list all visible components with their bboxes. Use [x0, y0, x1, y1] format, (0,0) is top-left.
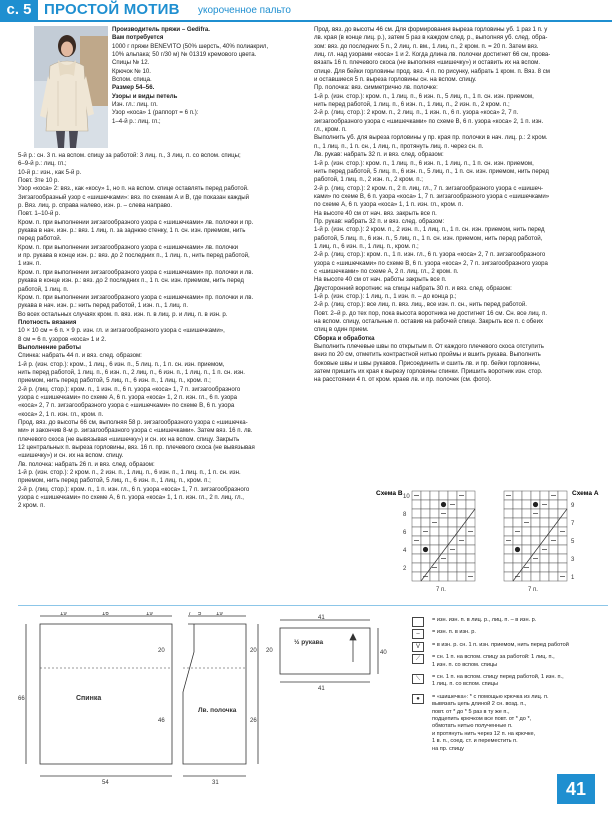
chart-cell [466, 563, 475, 572]
instruction-line: 2-й р. (лиц. стор.): 2 кром. п., 2 п. лиц. гл., 7 п. зигзагообразного узора с «шишеч- [314, 184, 544, 192]
instruction-line: 1-й р. (изн. стор.): кром. п., 1 лиц. п., 6 изн. п., 1 лиц. п., 1 п. сн. изн. приемом, [314, 159, 534, 167]
instruction-line: 10 × 10 см = 6 п. × 9 р. изн. гл. и зигзагообразного узора с «шишечками», [18, 327, 225, 335]
instruction-line: На высоте 40 см от нач. вяз. закрыть все п. [314, 209, 437, 217]
chart-cell [421, 518, 430, 527]
instruction-line: 10-й р.: изн., как 5-й р. [18, 168, 82, 176]
chart-cell [439, 572, 448, 581]
instruction-line: спице. Для бейки горловины прод. вяз. 4 п. по рисунку, набрать 1 кром. п. Вяз. 8 см [314, 67, 550, 75]
legend-text: = сн. 1 п. на вспом. спицу перед работой, 1 изн. п., [432, 674, 564, 681]
back-piece [40, 624, 172, 764]
instruction-line: лиц. гл. над узорами «коса» 1 и 2. Когда длина лв. полочки достигнет 66 см, прова- [314, 51, 551, 59]
chart-cell [466, 536, 475, 545]
sleeve-label: ½ рукава [294, 639, 324, 646]
article-subtitle: укороченное пальто [198, 5, 291, 16]
chart-cell [504, 563, 513, 572]
instruction-line: ми» и закончив 8-м р. зигзагообразного узора с «шишечками». Затем вяз. 16 п. лв. [18, 427, 253, 435]
chart-cell [504, 518, 513, 527]
legend-text: 1 изн. п. со вспом. спицы [432, 661, 498, 668]
back-armhole-dim: 20 [158, 648, 165, 654]
instruction-line: работой, 1 лиц. п., 2 изн. п., 2 кром. п.; [314, 176, 423, 184]
header-rule [0, 20, 612, 22]
chart-cell [430, 536, 439, 545]
legend-item [412, 642, 608, 649]
bobble-symbol [423, 547, 428, 552]
chart-cell [513, 500, 522, 509]
instruction-line: вязать 16 п. плечевого скоса (не выполняя «шишечку») и оставить их на вспом. [314, 59, 541, 67]
chart-cell [522, 509, 531, 518]
chart-width-label: 7 п. [436, 587, 446, 593]
instruction-line: с «шишечками» по схеме А, 2 п. лиц. гл., 2 кром. п. [314, 267, 459, 275]
instruction-line: Плотность вязания [18, 318, 77, 326]
legend-symbol-icon: V [412, 642, 424, 652]
garment-pattern [18, 612, 404, 802]
legend-text: = изн. п. в изн. р. [432, 629, 476, 636]
legend-text: = сн. 1 п. на вспом. спицу за работой: 1 лиц. п., [432, 654, 555, 661]
chart-cell [522, 500, 531, 509]
chart-cell [421, 554, 430, 563]
chart-cell [513, 518, 522, 527]
chart-cell [504, 545, 513, 554]
instruction-line: приемом, нить перед работой, 5 лиц. п., 6 изн. п., 1 лиц. п., кром. п.; [18, 377, 211, 385]
symbol-legend [412, 617, 608, 758]
materials-line: Вспом. спица. [112, 76, 152, 84]
materials-line: Изн. гл.: лиц. гл. [112, 101, 158, 109]
chart-cell [439, 491, 448, 500]
legend-item [412, 629, 608, 636]
chart-cell [448, 518, 457, 527]
chart-cell [549, 554, 558, 563]
row-number: 5 [571, 539, 575, 545]
back-dim-1: 19 [60, 612, 67, 617]
row-number: 3 [571, 557, 575, 563]
instruction-line: зигзагообразного узора с «шишечками» по схеме В, 6 п. узора «коса» 2, 1 п. изн. [314, 117, 544, 125]
legend-text: подцепить крючком все повт. от * до *, [432, 716, 532, 723]
chart-cell [421, 536, 430, 545]
row-number: 8 [403, 512, 407, 518]
chart-cell [531, 572, 540, 581]
instruction-line: 8 см = 6 п. узоров «коса» 1 и 2. [18, 335, 107, 343]
legend-symbol-icon [412, 617, 424, 627]
chart-cell [412, 554, 421, 563]
instruction-line: Во всех остальных случаях кром. п. вяз. изн. п. в лиц. р. и лиц. п. в изн. р. [18, 310, 228, 318]
instruction-line: Повт. 1–10-й р. [18, 210, 61, 218]
chart-cell [412, 500, 421, 509]
legend-text: и протянуть нить через 12 п. на крючке, [432, 730, 536, 737]
bobble-symbol [533, 502, 538, 507]
schema-a-label: Схема А [572, 490, 599, 497]
legend-item [412, 674, 608, 689]
instruction-line: рукава в нач. изн. р.: нить перед работой, 1 изн. п., 1 лиц. п. [18, 302, 189, 310]
legend-symbol-icon: – [412, 629, 424, 639]
back-dim-2: 16 [102, 612, 109, 617]
chart-cell [522, 545, 531, 554]
instruction-line: 5-й р.: сн. 3 п. на вспом. спицу за работой: 3 лиц. п., 3 лиц. п. со вспом. спицы; [18, 152, 241, 159]
front-dim-1: 7 [188, 612, 192, 617]
row-number: 9 [571, 503, 575, 509]
instruction-line: на вспом. спицу, остальные п. оставив на рабочей спице. Закрыть все п. с обеих [314, 318, 544, 326]
page-badge: с. 5 [0, 0, 38, 20]
chart-cell [457, 554, 466, 563]
chart-cell [549, 509, 558, 518]
instruction-line: На высоте 40 см от нач. работы закрыть все п. [314, 276, 447, 284]
chart-cell [531, 491, 540, 500]
chart-cell [504, 554, 513, 563]
legend-text: на пр. спицу [432, 745, 464, 752]
chart-cell [522, 536, 531, 545]
chart-cell [540, 563, 549, 572]
instruction-line: 1-й р. (изн. стор.): кром. п., 1 лиц. п., 6 изн. п., 5 лиц. п., 1 п. сн. изн. приемом, [314, 92, 534, 100]
materials-section [112, 26, 302, 126]
instruction-line: Зигзагообразный узор с «шишечками»: вяз. по схемам А и В, где показан каждый [18, 193, 250, 201]
chart-cell [540, 572, 549, 581]
schema-a-grid [504, 491, 575, 593]
row-number: 4 [403, 548, 407, 554]
schema-b-grid [403, 491, 475, 593]
materials-line: Производитель пряжи – Gedifra. [112, 26, 210, 33]
instruction-line: «шишечку») и сн. их на вспом. спицу. [18, 452, 124, 460]
instruction-line: 2-й р. (лиц. стор.): кром. п., 1 п. изн. гл., 6 п. узора «коса» 1, 7 п. зигзагообразного [18, 485, 250, 493]
chart-cell [549, 545, 558, 554]
instruction-line: 2-й р. (лиц. стор.): все лиц. п. вяз. лиц., все изн. п. сн., нить перед работой. [314, 301, 527, 309]
instruction-line: 6–9-й р.: лиц. гл.; [18, 160, 67, 168]
chart-cell [430, 491, 439, 500]
chart-cell [448, 554, 457, 563]
chart-cell [430, 500, 439, 509]
instruction-line: 1 изн. п. [18, 260, 42, 268]
instruction-line: Кром. п. при выполнении зигзагообразного узора с «шишечками» пр. полочки и лв. [18, 293, 254, 301]
chart-cell [448, 509, 457, 518]
chart-cell [439, 536, 448, 545]
bobble-symbol [515, 547, 520, 552]
chart-cell [558, 491, 567, 500]
instruction-line: Кром. п. при выполнении зигзагообразного узора с «шишечками» пр. полочки и лв. [18, 268, 254, 276]
chart-cell [531, 518, 540, 527]
chart-cell [439, 527, 448, 536]
instruction-line: работой, 1 лиц. п. [18, 285, 69, 293]
legend-text: 1 лиц. п. со вспом. спицы [432, 681, 499, 688]
instruction-line: 1-й р. (изн. стор.): 1 лиц. п., 1 изн. п. – до конца р.; [314, 293, 457, 300]
back-dim-3: 19 [146, 612, 153, 617]
instruction-line: 2-й р. (лиц. стор.): кром. п., 1 изн. п., 6 п. узора «коса» 1, 7 п. зигзагообразного [18, 385, 241, 393]
instruction-line: 2 кром. п. [18, 502, 46, 510]
chart-cell [558, 500, 567, 509]
legend-text: вывязать цепь длиной 2 сн. возд. п., [432, 701, 527, 708]
instruction-line: Повт. 3те 10 р. [18, 177, 60, 185]
legend-text: 1 в. п., соед. ст. и переместить п. [432, 738, 518, 745]
materials-line: 10% альпака; 50 г/30 м) № 01319 кремового цвета. [112, 51, 257, 59]
chart-cell [421, 500, 430, 509]
chart-cell [513, 536, 522, 545]
back-width: 54 [102, 780, 109, 786]
front-width: 31 [212, 780, 219, 786]
instruction-line: Пр. рукав: набрать 32 п. и вяз. след. образом: [314, 217, 445, 225]
chart-cell [412, 563, 421, 572]
materials-line: Вам потребуется [112, 34, 164, 42]
legend-item [412, 694, 608, 753]
instruction-line: спиц в один прием. [314, 326, 369, 334]
charts-area [376, 487, 608, 604]
instruction-line: нить перед работой, 1 лиц. п., 6 изн. п., 2 лиц. п., 6 изн. п., 1 лиц. п., 1 п. сн. изн. [18, 368, 245, 376]
schema-b-label: Схема В [376, 490, 403, 497]
chart-cell [531, 536, 540, 545]
bobble-symbol [441, 502, 446, 507]
sleeve-top: 41 [318, 615, 325, 621]
chart-cell [540, 509, 549, 518]
model-illustration [34, 26, 108, 148]
chart-cell [457, 572, 466, 581]
instruction-line: боковые швы и швы рукавов. Присоединить и сшить лв. и пр. бейки горловины, [314, 359, 541, 367]
page-number: 41 [557, 774, 595, 804]
chart-cell [448, 572, 457, 581]
instruction-line: «коса» 2, 7 п. зигзагообразного узора с «шишечками» по схеме В, 6 п. узора [18, 402, 235, 410]
article-title: ПРОСТОЙ МОТИВ [44, 1, 180, 18]
materials-line: 1–4-й р.: лиц. гл.; [112, 117, 161, 125]
instruction-line: Выполнение работы [18, 343, 81, 351]
chart-width-label: 7 п. [528, 587, 538, 593]
chart-cell [540, 554, 549, 563]
knitting-charts [376, 487, 608, 599]
instruction-line: нить перед работой, 1 лиц. п., 6 изн. п., 1 лиц. п., 2 изн. п., 2 кром. п.; [314, 101, 510, 109]
instruction-line: Повт. 2–й р. до тех пор, пока высота воротника не достигнет 16 см. Сн. все лиц. п. [314, 309, 548, 317]
front-dim-2: 5 [198, 612, 202, 617]
model-photo [34, 26, 108, 148]
chart-cell [439, 563, 448, 572]
chart-cell [513, 509, 522, 518]
chart-cell [457, 509, 466, 518]
materials-line: 1000 г пряжи BENEVITO (50% шерсть, 40% полиакрил, [112, 42, 269, 50]
chart-cell [558, 563, 567, 572]
instruction-line: и оставшиеся 5 п. выреза горловины сн. на вспом. спицу. [314, 76, 477, 84]
chart-cell [430, 545, 439, 554]
instruction-line: Лв. рукав: набрать 32 п. и вяз. след. образом: [314, 151, 444, 159]
chart-cell [504, 527, 513, 536]
chart-cell [540, 491, 549, 500]
chart-cell [522, 572, 531, 581]
materials-line: Узор «коса» 1 (раппорт = 6 п.): [112, 109, 199, 117]
instruction-line: узора с «шишечками» по схеме А, 6 п. узора «коса» 1, 1 п. изн. гл., 2 п. лиц. гл., [18, 494, 244, 502]
instruction-line: затем пришить их края к вырезу горловины спинки. Пришить воротник изн. стор. [314, 368, 543, 376]
chart-cell [466, 491, 475, 500]
back-label: Спинка [76, 695, 102, 702]
chart-cell [457, 500, 466, 509]
chart-cell [549, 563, 558, 572]
chart-cell [412, 545, 421, 554]
materials-line: Узоры и виды петель [112, 92, 178, 100]
instruction-line: нить перед работой, 5 лиц. п., 6 изн. п., 5 лиц. п., 1 п. сн. изн. приемом, нить перед [314, 167, 549, 175]
chart-cell [522, 491, 531, 500]
chart-cell [466, 500, 475, 509]
instruction-line: Двусторонний воротник: на спицы набрать 30 п. и вяз. след. образом: [314, 284, 512, 292]
chart-cell [558, 554, 567, 563]
instruction-line: плечевого скоса (не вывязывая «шишечку») и сн. их на вспом. спицу. Закрыть [18, 435, 240, 443]
materials-line: Спицы № 12. [112, 59, 150, 67]
row-number: 6 [403, 530, 407, 536]
front-label: Лв. полочка [198, 707, 237, 714]
legend-symbol-icon: ⟋ [412, 654, 424, 664]
front-dim-3: 19 [216, 612, 223, 617]
front-piece [183, 624, 246, 764]
materials-line: Крючок № 10. [112, 67, 151, 75]
chart-cell [421, 509, 430, 518]
legend-text: = в изн. р. сн. 1 п. изн. приемом, нить перед работой [432, 641, 569, 648]
instruction-line: Пр. полочка: вяз. симметрично лв. полочке: [314, 84, 438, 92]
back-lower-dim: 46 [158, 718, 165, 724]
chart-cell [504, 500, 513, 509]
instruction-line: рукава в конце изн. р.: вяз. до 2 последних п., 1 п. сн. изн. приемом, нить перед [18, 277, 244, 285]
instruction-line: 2-й р. (лиц. стор.): кром. п., 1 п. изн. гл., 6 п. узора «коса» 2, 7 п. зигзагообразного [314, 251, 546, 259]
chart-cell [531, 527, 540, 536]
chart-cell [457, 545, 466, 554]
instruction-line: 2-й р. (лиц. стор.): 2 кром. п., 2 лиц. п., 1 изн. п., 6 п. узора «коса» 2, 7 п. [314, 109, 519, 117]
row-number: 2 [403, 566, 407, 572]
instruction-line: по схеме А, 6 п. узора «коса» 1, 1 п. изн. гл., кром. п. [314, 201, 464, 209]
instruction-line: Прод. вяз. до высоты 66 см, выполняя 58 р. зигзагообразного узора с «шишечка- [18, 419, 248, 426]
chart-cell [513, 491, 522, 500]
materials-line: Размер 54–56. [112, 84, 155, 92]
chart-cell [412, 572, 421, 581]
instruction-line: Узор «коса» 2: вяз., как «косу» 1, но п. на вспом. спице оставлять перед работой. [18, 185, 249, 193]
instruction-line: узора с «шишечками» по схеме А, 6 п. узора «коса» 1, 2 п. изн. гл., 6 п. узора [18, 393, 238, 401]
instruction-line: узора с «шишечками» по схеме В, 6 п. узора «коса» 2, 7 п. зигзагообразного узора [314, 259, 548, 267]
instruction-line: Выполнить плечевые швы по открытым п. От каждого плечевого скоса отступить [314, 343, 544, 351]
sleeve-piece [280, 628, 370, 674]
instruction-line: ками» по схеме В, 6 п. узора «коса» 1, 7 п. зигзагообразного узора с «шишечками» [314, 192, 550, 200]
instruction-line: Сборка и обработка [314, 334, 375, 342]
instruction-line: 12 центральных п. выреза горловины, вяз. 16 п. пр. плечевого скоса (не вывязывая [18, 444, 255, 452]
pattern-diagram [18, 612, 404, 802]
sleeve-side-dim: 20 [266, 648, 273, 654]
chart-cell [466, 545, 475, 554]
instruction-line: гл., кром. п. [314, 126, 347, 134]
row-number: 7 [571, 521, 575, 527]
chart-cell [522, 527, 531, 536]
instruction-line: Спинка: набрать 44 п. и вяз. след. образом: [18, 352, 142, 360]
instruction-line: 1-й р. (изн. стор.): 2 кром. п., 2 изн. п., 1 лиц. п., 6 изн. п., 1 лиц. п., 1 п. сн. изн. [18, 469, 241, 477]
chart-cell [549, 500, 558, 509]
instruction-line: Кром. п. при выполнении зигзагообразного узора с «шишечками» лв. полочки и пр. [18, 218, 254, 226]
chart-cell [412, 509, 421, 518]
instruction-line: работой, 5 лиц. п., 6 изн. п., 5 лиц. п., 1 п. сн. изн. приемом, нить перед работой, [314, 234, 543, 242]
chart-cell [412, 518, 421, 527]
legend-item [412, 654, 608, 669]
chart-cell [430, 572, 439, 581]
instructions-right [314, 26, 606, 385]
legend-text: = изн. изн. п. в лиц. р., лиц. п. – в изн. р. [432, 617, 537, 623]
sleeve-bottom: 41 [318, 686, 325, 692]
instruction-line: зом: вяз. до последних 5 п., 2 лиц. п. вм., 1 лиц. п., 2 кром. п. = 20 п. Затем вяз. [314, 42, 539, 50]
instruction-line: р. Вяз. лиц. р. справа налево, изн. р. – слева направо. [18, 202, 173, 210]
chart-cell [412, 527, 421, 536]
front-lower-dim: 26 [250, 718, 257, 724]
instruction-line: приемом, нить перед работой, 5 лиц. п., 6 изн. п., 1 лиц. п., кром. п.; [18, 477, 211, 485]
chart-cell [430, 509, 439, 518]
instruction-line: 1-й р. (изн. стор.): кром., 1 лиц., 6 изн. п., 5 лиц. п., 1 п. сн. изн. приемом, [18, 360, 225, 368]
chart-cell [558, 545, 567, 554]
instruction-line: и пр. рукава в конце изн. р.: вяз. до 2 последних п., 1 лиц. п., нить перед работой, [18, 252, 250, 260]
chart-cell [430, 527, 439, 536]
legend-symbol-icon: ⟍ [412, 674, 424, 684]
chart-cell [513, 554, 522, 563]
chart-cell [457, 563, 466, 572]
legend-text: = «шишечка»: * с помощью крючка из лиц. п. [432, 693, 549, 700]
chart-cell [549, 572, 558, 581]
row-number: 10 [403, 494, 410, 500]
chart-cell [540, 518, 549, 527]
instruction-line: п., 1 лиц. п., 1 п. сн., 1 лиц. п., протянуть лиц. п. через сн. п. [314, 142, 484, 150]
back-height: 66 [18, 696, 25, 702]
instruction-line: Лв. полочка: набрать 26 п. и вяз. след. образом: [18, 460, 155, 468]
chart-cell [504, 509, 513, 518]
chart-cell [558, 536, 567, 545]
instruction-line: Кром. п. при выполнении зигзагообразного узора с «шишечками» лв. полочки [18, 243, 239, 251]
instruction-line: Прод. вяз. до высоты 46 см. Для формирования выреза горловины уб. 1 раз 1 п. у [314, 26, 548, 33]
instruction-line: 1-й р. (изн. стор.): 2 кром. п., 2 изн. п., 1 лиц. п., 1 п. сн. изн. приемом, нить перед [314, 226, 545, 234]
instruction-line: Выполнить уб. для выреза горловины у пр. края пр. полочки в нач. лиц. р.: 2 кром. [314, 134, 548, 142]
chart-cell [504, 572, 513, 581]
page-header [0, 0, 612, 22]
instruction-line: вниз по 20 см, отметить контрастной нитью проймы и вшить рукава. Выполнить [314, 351, 541, 359]
legend-text: обмотать нитью полученные п. [432, 723, 513, 730]
instruction-line: лв. края (в конце лиц. р.), затем 5 раз в каждом след. р., выполняя уб. след. обра- [314, 34, 548, 42]
sleeve-height: 40 [380, 650, 387, 656]
instruction-line: 1 лиц. п., 6 изн. п., 1 лиц. п., кром. п.; [314, 242, 419, 250]
chart-cell [531, 563, 540, 572]
instructions-left [18, 152, 304, 511]
legend-item [412, 617, 608, 624]
legend-text: повт. от * до * 5 раз в ту же п., [432, 708, 510, 715]
chart-cell [466, 554, 475, 563]
chart-cell [448, 563, 457, 572]
instruction-line: «коса» 2, 1 п. изн. гл., кром. п. [18, 410, 104, 418]
instruction-line: перед работой. [18, 235, 62, 243]
front-armhole-dim: 20 [250, 648, 257, 654]
chart-cell [439, 518, 448, 527]
instruction-line: на расстоянии 4 п. от кром. краев лв. и пр. полочек (см. фото). [314, 376, 492, 384]
legend-symbol-icon: ● [412, 694, 424, 704]
instruction-line: рукава в нач. изн. р.: вяз. 1 лиц. п. за заднюю стенку, 1 п. сн. изн. приемом, нить [18, 227, 246, 235]
section-divider [18, 605, 608, 606]
chart-cell [421, 491, 430, 500]
row-number: 1 [571, 575, 575, 581]
chart-cell [448, 491, 457, 500]
